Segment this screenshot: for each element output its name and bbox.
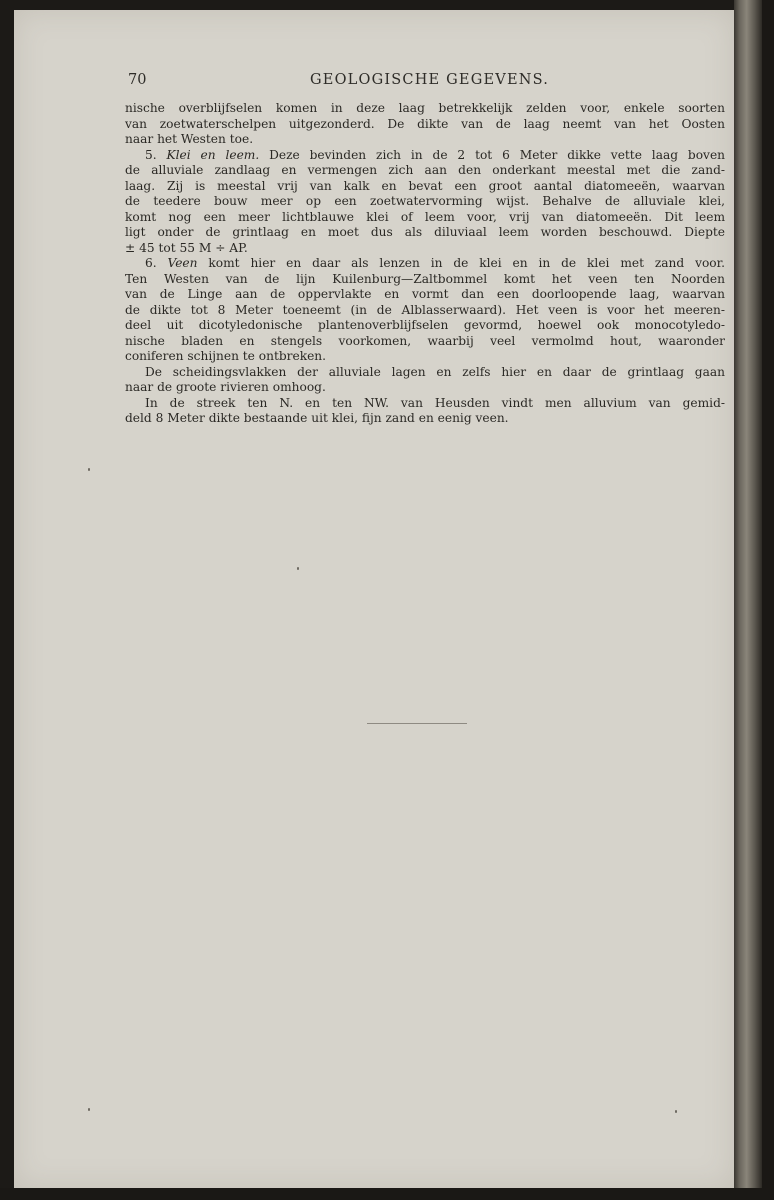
section-divider <box>367 723 467 724</box>
text-line: naar het Westen toe. <box>125 132 254 146</box>
body-text <box>125 101 725 427</box>
section-6-first-line <box>125 256 725 272</box>
scan-border-bottom <box>0 1188 774 1200</box>
paper-speck <box>88 468 90 471</box>
text-line: deld 8 Meter dikte bestaande uit klei, fijn zand en eenig veen. <box>125 411 509 425</box>
text-line: ± 45 tot 55 M ÷ AP. <box>125 240 248 255</box>
text-line: ligt onder de grintlaag en moet dus als diluviaal leem worden beschouwd. Diepte <box>125 225 725 239</box>
text-line: In de streek ten N. en ten NW. van Heusden vindt men alluvium van gemid- <box>145 395 725 410</box>
running-title: GEOLOGISCHE GEGEVENS. <box>310 72 550 88</box>
paper-speck <box>675 1110 677 1113</box>
text-line: deel uit dicotyledonische plantenoverblijfselen gevormd, hoewel ook monocotyledo- <box>125 318 725 332</box>
section-heading: Veen <box>167 256 198 270</box>
text-line: naar de groote rivieren omhoog. <box>125 380 326 394</box>
page-number: 70 <box>128 72 147 88</box>
text-line: Ten Westen van de lijn Kuilenburg—Zaltbommel komt het veen ten Noorden <box>125 271 725 286</box>
text-line: van de Linge aan de oppervlakte en vormt dan een doorloopende laag, waarvan <box>125 287 725 301</box>
text-line: nische overblijfselen komen in deze laag betrekkelijk zelden voor, enkele soorten <box>125 101 725 115</box>
text-line: coniferen schijnen te ontbreken. <box>125 349 327 363</box>
text-line: de teedere bouw meer op een zoetwatervorming wijst. Behalve de alluviale klei, <box>125 194 725 208</box>
book-edge <box>734 0 762 1200</box>
text-line: De scheidingsvlakken der alluviale lagen en zelfs hier en daar de grintlaag gaan <box>145 364 725 379</box>
text-line: de dikte tot 8 Meter toeneemt (in de Alblasserwaard). Het veen is voor het meeren- <box>125 302 725 317</box>
text-line: nische bladen en stengels voorkomen, waarbij veel vermolmd hout, waaronder <box>125 333 725 348</box>
text-line: laag. Zij is meestal vrij van kalk en bevat een groot aantal diatomeeën, waarvan <box>125 178 725 193</box>
section-heading: Klei en leem. <box>166 147 260 162</box>
running-header <box>128 72 728 92</box>
text-line: komt nog een meer lichtblauwe klei of leem voor, vrij van diatomeeën. Dit leem <box>125 209 725 224</box>
section-number: 5. <box>145 147 157 162</box>
text-fragment: Deze bevinden zich in de 2 tot 6 Meter dikke vette laag boven <box>269 147 725 162</box>
scan-border-right <box>762 0 774 1200</box>
text-fragment: komt hier en daar als lenzen in de klei en in de klei met zand voor. <box>208 256 726 270</box>
paper-speck <box>297 567 299 570</box>
paper-speck <box>88 1108 90 1111</box>
text-line: de alluviale zandlaag en vermengen zich aan den onderkant meestal met die zand- <box>125 163 725 177</box>
section-5-first-line <box>125 148 725 164</box>
section-number: 6. <box>145 256 157 270</box>
text-line: van zoetwaterschelpen uitgezonderd. De dikte van de laag neemt van het Oosten <box>125 116 725 131</box>
